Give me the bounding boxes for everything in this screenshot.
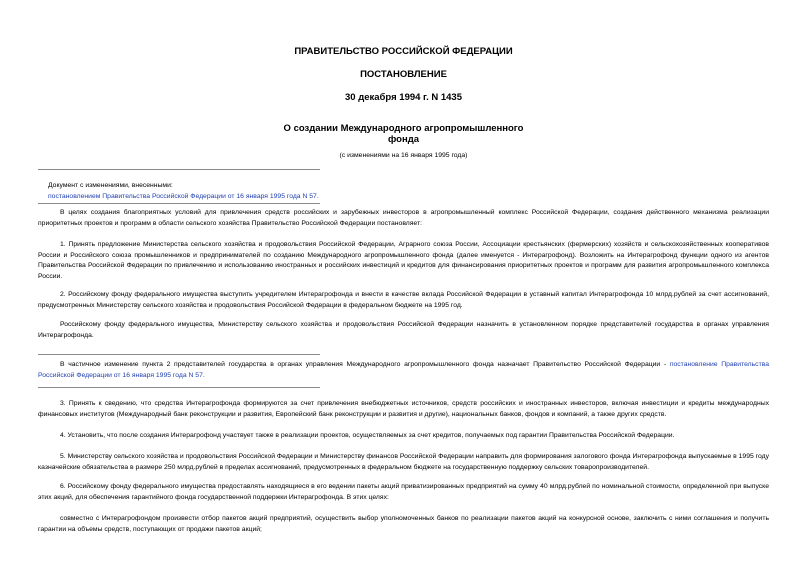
paragraph-amendment: В частичное изменение пункта 2 представителей государства в органах управления Международного агропромышленного фонда назначает Правительство Российской Федерации - постановление Правительства Российской Федерации от 16 января 1995 года N 57. (38, 361, 770, 379)
paragraph-3: 3. Принять к сведению, что средства Интерагрофонда формируются за счет привлечения внебюджетных источников, средств российских и иностранных инвесторов, включая инвестиции и кредиты международных финансовых институтов (Международный банк реконструкции и развития, Европейский банк реконструкции и развития и другие), национальных банков, фондов и компаний, а также других средств. (38, 400, 769, 418)
paragraph-5: 5. Министерству сельского хозяйства и продовольствия Российской Федерации и Министерству финансов Российской Федерации направить для формирования залогового фонда Интерагрофонда выпускаемые в 1995 году казначейские обязательства в размере 250 млрд.рублей в пределах ассигнований, предусмотренных в федеральном бюджете на государственную поддержку сельских товаропроизводителей. (38, 453, 769, 471)
divider (38, 203, 320, 204)
changes-note-text: Документ с изменениями, внесенными: (48, 182, 173, 189)
document-type: ПОСТАНОВЛЕНИЕ (360, 69, 447, 80)
paragraph-6-joint: совместно с Интерагрофондом произвести отбор пакетов акций предприятий, осуществить выбор уполномоченных банков по реализации пакетов акций на конкурсной основе, заключить с ними соглашения и получить гарантии на объемы средств, поступающих от продажи пакетов акций; (38, 515, 769, 533)
divider (38, 169, 320, 170)
paragraph-1: 1. Принять предложение Министерства сельского хозяйства и продовольствия Российской Федерации, Аграрного союза России, Ассоциации крестьянских (фермерских) хозяйств и сельскохозяйственных кооперативов России и Российского союза промышленников и предпринимателей по созданию Международного агропромышленного фонда (далее именуется - Интерагрофонд). Возложить на Интерагрофонд функции одного из агентов Правительства Российской Федерации по привлечению и использованию иностранных и российских инвестиций и кредитов для финансирования приоритетных проектов и программ для развития агропромышленного комплекса России. (38, 241, 769, 280)
divider (38, 387, 320, 388)
paragraph-2: 2. Российскому фонду федерального имущества выступить учредителем Интерагрофонда и внести в качестве вклада Российской Федерации в уставный капитал Интерагрофонда 10 млрд.рублей за счет ассигнований, предусмотренных Министерству сельского хозяйства и продовольствия Российской Федерации в федеральном бюджете на 1995 год. (38, 291, 769, 309)
amendment-link[interactable]: постановление Правительства Российской Федерации от 16 января 1995 года N 57. (38, 361, 770, 379)
document-title-line-1: О создании Международного агропромышленного (283, 123, 524, 134)
government-heading: ПРАВИТЕЛЬСТВО РОССИЙСКОЙ ФЕДЕРАЦИИ (294, 46, 513, 57)
amendments-note: (с изменениями на 16 января 1995 года) (339, 152, 468, 159)
changes-note (38, 181, 769, 202)
paragraph-6: 6. Российскому фонду федерального имущества предоставлять находящиеся в его ведении пакеты акций приватизированных предприятий на сумму 40 млрд.рублей по номинальной стоимости, определенной при выпуске этих акций, для обеспечения гарантийного фонда государственной поддержки Интерагрофонда. В этих целях: (38, 483, 769, 501)
paragraph-2-appointment: Российскому фонду федерального имущества, Министерству сельского хозяйства и продовольствия Российской Федерации назначить в установленном порядке представителей государства в органах управления Интерагрофонда. (38, 321, 769, 339)
document-title-line-2: фонда (387, 134, 420, 145)
paragraph-preamble: В целях создания благоприятных условий для привлечения средств российских и зарубежных инвесторов в агропромышленный комплекс Российской Федерации, создания действенного механизма реализации приоритетных проектов и программ в области сельского хозяйства Правительство Российской Федерации постановляет: (38, 209, 769, 227)
changes-link[interactable]: постановлением Правительства Российской Федерации от 16 января 1995 года N 57. (48, 192, 319, 200)
divider (38, 354, 320, 355)
paragraph-4: 4. Установить, что после создания Интерагрофонд участвует также в реализации проектов, осуществляемых за счет кредитов, получаемых под гарантии Правительства Российской Федерации. (60, 432, 675, 439)
document-date-number: 30 декабря 1994 г. N 1435 (345, 92, 462, 103)
